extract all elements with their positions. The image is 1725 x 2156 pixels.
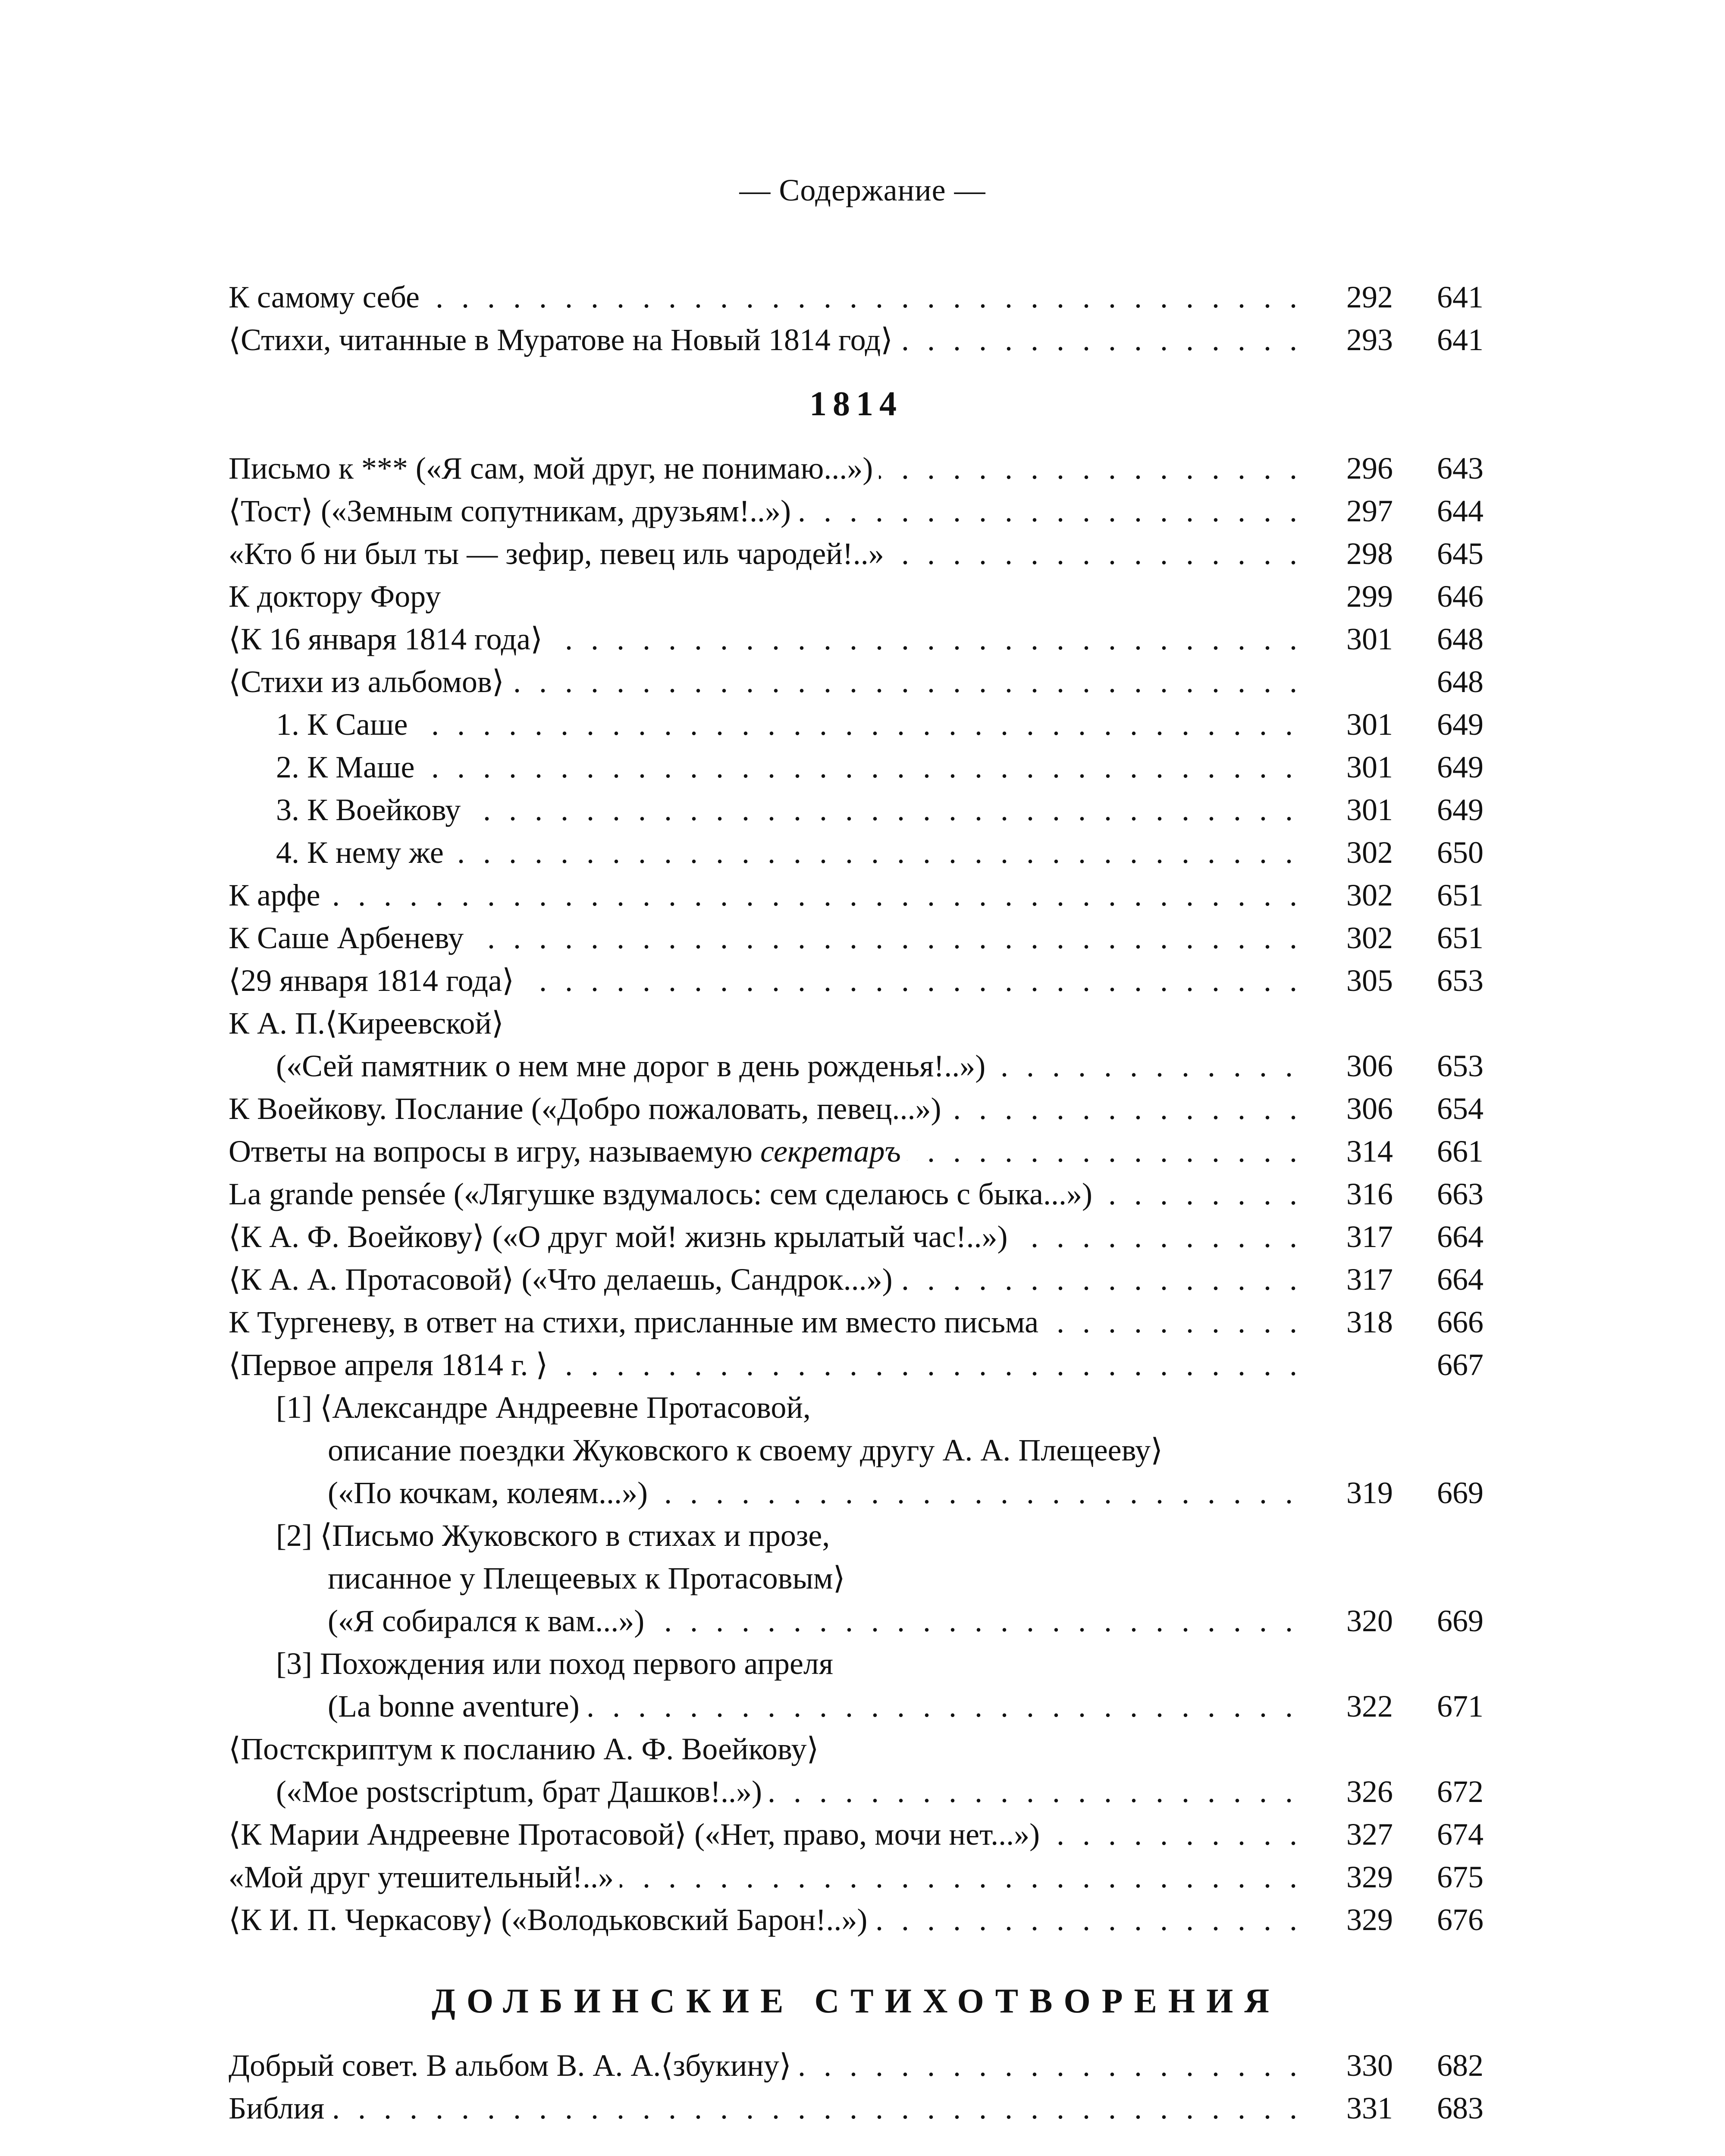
toc-entry	[229, 1045, 1484, 1087]
toc-entry	[229, 1087, 1484, 1130]
toc-entry-title: ⟨К И. П. Черкасову⟩ («Володьковский Барон!..»)	[229, 1902, 873, 1937]
toc-entry-notes-page: 661	[1437, 1134, 1484, 1169]
toc-entry-title: («Я собирался к вам...»)	[328, 1604, 650, 1638]
toc-entry-title: ⟨К Марии Андреевне Протасовой⟩ («Нет, право, мочи нет...»)	[229, 1817, 1046, 1852]
toc-entry-notes-page: 641	[1437, 280, 1484, 314]
toc-entry	[229, 1429, 1484, 1472]
toc-entry-notes-page: 672	[1437, 1774, 1484, 1809]
toc-entry-notes-page: 648	[1437, 622, 1484, 656]
toc-entry	[229, 1130, 1484, 1173]
toc-entry-notes-page: 651	[1437, 878, 1484, 912]
toc-entry	[229, 917, 1484, 959]
toc-entry	[229, 661, 1484, 703]
section-heading-dolbino: ДОЛБИНСКИЕ СТИХОТВОРЕНИЯ	[431, 1982, 1281, 2020]
toc-entry	[229, 1642, 1484, 1685]
toc-entry-text-page: 306	[1346, 1049, 1393, 1083]
toc-entry-text-page: 296	[1346, 451, 1393, 486]
toc-entry-text-page: 322	[1346, 1689, 1393, 1724]
toc-entry	[229, 618, 1484, 661]
toc-entry	[229, 319, 1484, 361]
toc-entry-notes-page: 650	[1437, 835, 1484, 870]
toc-entry-title: 3. К Воейкову	[276, 793, 467, 827]
toc-entry	[229, 703, 1484, 746]
toc-entry-notes-page: 645	[1437, 536, 1484, 571]
toc-entry	[229, 746, 1484, 789]
toc-entry-text-page: 317	[1346, 1219, 1393, 1254]
toc-entry-notes-page: 667	[1437, 1348, 1484, 1382]
toc-entry	[229, 1386, 1484, 1429]
toc-entry-notes-page: 683	[1437, 2091, 1484, 2125]
toc-entry-title: описание поездки Жуковского к своему другу А. А. Плещееву⟩	[328, 1433, 1169, 1467]
toc-entry	[229, 1514, 1484, 1557]
toc-entry-text-page: 316	[1346, 1177, 1393, 1211]
toc-entry	[229, 1216, 1484, 1258]
toc-entry-title-italic: секретаръ	[760, 1134, 901, 1169]
toc-entry-title: Библия	[229, 2091, 330, 2125]
toc-entry-title: ⟨Стихи, читанные в Муратове на Новый 1814 год⟩	[229, 323, 899, 357]
toc-entry	[229, 1899, 1484, 1941]
toc-entry-title: ⟨Постскриптум к посланию А. Ф. Воейкову⟩	[229, 1732, 825, 1766]
toc-entry	[229, 490, 1484, 533]
toc-entry-title: («По кочкам, колеям...»)	[328, 1476, 654, 1510]
toc-entry-title: ⟨К А. А. Протасовой⟩ («Что делаешь, Сандрок...»)	[229, 1262, 899, 1297]
toc-entry	[229, 1728, 1484, 1771]
toc-entry-title: «Мой друг утешительный!..»	[229, 1860, 620, 1894]
toc-entry-notes-page: 664	[1437, 1262, 1484, 1297]
toc-entry-text-page: 331	[1346, 2091, 1393, 2125]
toc-entry-text-page: 327	[1346, 1817, 1393, 1852]
toc-entry-notes-page: 649	[1437, 793, 1484, 827]
toc-entry-notes-page: 671	[1437, 1689, 1484, 1724]
toc-entry	[229, 1856, 1484, 1899]
section-gap	[229, 1941, 1484, 1959]
toc-entry-notes-page: 663	[1437, 1177, 1484, 1211]
toc-entry-title: Ответы на вопросы в игру, называемую секретаръ	[229, 1134, 907, 1169]
toc-entry-notes-page: 649	[1437, 750, 1484, 784]
toc-entry	[229, 831, 1484, 874]
toc-entry-notes-page: 669	[1437, 1604, 1484, 1638]
toc-entry-title: 2. К Маше	[276, 750, 420, 784]
toc-entry	[229, 1258, 1484, 1301]
toc-entry-text-page: 301	[1346, 707, 1393, 742]
toc-entry-title: («Мое postscriptum, брат Дашков!..»)	[276, 1774, 768, 1809]
toc-entry-text-page: 314	[1346, 1134, 1393, 1169]
toc-entry-text-page: 329	[1346, 1902, 1393, 1937]
toc-entry-title: 4. К нему же	[276, 835, 450, 870]
toc-entry-title: [3] Похождения или поход первого апреля	[276, 1646, 839, 1681]
toc-entry-title: 1. К Саше	[276, 707, 414, 742]
toc-entry-title: ⟨29 января 1814 года⟩	[229, 963, 520, 998]
toc-entry-text-page: 297	[1346, 494, 1393, 528]
toc-entry-notes-page: 649	[1437, 707, 1484, 742]
toc-entry	[229, 447, 1484, 490]
toc-entry-text-page: 293	[1346, 323, 1393, 357]
toc-entry-notes-page: 653	[1437, 1049, 1484, 1083]
toc-entry-notes-page: 651	[1437, 921, 1484, 955]
toc-entry-notes-page: 666	[1437, 1305, 1484, 1339]
toc-entry	[229, 1301, 1484, 1344]
toc-entry-notes-page: 643	[1437, 451, 1484, 486]
running-head: — Содержание —	[739, 173, 986, 207]
toc-entry-notes-page: 674	[1437, 1817, 1484, 1852]
toc-entry	[229, 1600, 1484, 1642]
toc-entry-text-page: 317	[1346, 1262, 1393, 1297]
toc-entry-notes-page: 653	[1437, 963, 1484, 998]
toc-entry	[229, 1472, 1484, 1514]
toc-entry-text-page: 301	[1346, 750, 1393, 784]
toc-entry	[229, 575, 1484, 618]
table-of-contents	[229, 276, 1484, 2130]
toc-entry-title: [2] ⟨Письмо Жуковского в стихах и прозе,	[276, 1518, 836, 1553]
toc-entry-title: La grande pensée («Лягушке вздумалось: сем сделаюсь с быка...»)	[229, 1177, 1098, 1211]
toc-entry-text-page: 326	[1346, 1774, 1393, 1809]
toc-entry	[229, 533, 1484, 575]
toc-entry-text-page: 298	[1346, 536, 1393, 571]
toc-entry-title: «Кто б ни был ты — зефир, певец иль чародей!..»	[229, 536, 890, 571]
toc-entry-title: К Воейкову. Послание («Добро пожаловать, певец...»)	[229, 1091, 947, 1126]
toc-entry-notes-page: 664	[1437, 1219, 1484, 1254]
toc-entry-title: (La bonne aventure)	[328, 1689, 586, 1724]
toc-entry-notes-page: 676	[1437, 1902, 1484, 1937]
toc-entry-title: К Тургеневу, в ответ на стихи, присланные им вместо письма	[229, 1305, 1044, 1339]
toc-entry-notes-page: 646	[1437, 579, 1484, 614]
toc-entry	[229, 874, 1484, 917]
toc-entry-title: ⟨Тост⟩ («Земным сопутникам, друзьям!..»)	[229, 494, 797, 528]
toc-entry	[229, 2087, 1484, 2130]
toc-entry-notes-page: 669	[1437, 1476, 1484, 1510]
toc-entry-title: («Сей памятник о нем мне дорог в день рожденья!..»)	[276, 1049, 991, 1083]
toc-entry	[229, 1002, 1484, 1045]
toc-entry-notes-page: 644	[1437, 494, 1484, 528]
toc-entry	[229, 276, 1484, 319]
toc-entry-text-page: 299	[1346, 579, 1393, 614]
toc-entry-text-page: 292	[1346, 280, 1393, 314]
toc-entry-text-page: 329	[1346, 1860, 1393, 1894]
toc-entry	[229, 1813, 1484, 1856]
toc-entry-title: писанное у Плещеевых к Протасовым⟩	[328, 1561, 851, 1595]
toc-entry-title: ⟨К 16 января 1814 года⟩	[229, 622, 549, 656]
toc-entry-text-page: 318	[1346, 1305, 1393, 1339]
toc-entry	[229, 789, 1484, 831]
toc-entry-title: К А. П.⟨Киреевской⟩	[229, 1006, 510, 1040]
section-heading-1814: 1814	[809, 385, 903, 423]
toc-entry-title: ⟨Стихи из альбомов⟩	[229, 664, 510, 699]
toc-entry-text-page: 302	[1346, 878, 1393, 912]
toc-entry-title: ⟨К А. Ф. Воейкову⟩ («О друг мой! жизнь крылатый час!..»)	[229, 1219, 1014, 1254]
toc-entry-title: Добрый совет. В альбом В. А. А.⟨збукину⟩	[229, 2048, 797, 2083]
toc-entry-title: ⟨Первое апреля 1814 г. ⟩	[229, 1348, 554, 1382]
toc-entry-notes-page: 641	[1437, 323, 1484, 357]
toc-entry	[229, 1173, 1484, 1216]
toc-entry-title: Письмо к *** («Я сам, мой друг, не понимаю...»)	[229, 451, 879, 486]
toc-entry	[229, 959, 1484, 1002]
toc-entry-text-page: 302	[1346, 921, 1393, 955]
toc-entry-notes-page: 654	[1437, 1091, 1484, 1126]
toc-entry-notes-page: 675	[1437, 1860, 1484, 1894]
toc-entry	[229, 1557, 1484, 1600]
toc-entry-title: К Саше Арбеневу	[229, 921, 470, 955]
toc-entry-text-page: 305	[1346, 963, 1393, 998]
toc-entry-text-page: 301	[1346, 793, 1393, 827]
toc-entry-text-page: 302	[1346, 835, 1393, 870]
toc-entry-title: [1] ⟨Александре Андреевне Протасовой,	[276, 1390, 817, 1425]
toc-entry-notes-page: 648	[1437, 664, 1484, 699]
toc-entry-title: К арфе	[229, 878, 326, 912]
toc-entry-text-page: 330	[1346, 2048, 1393, 2083]
toc-entry-text-page: 320	[1346, 1604, 1393, 1638]
toc-entry-title: К самому себе	[229, 280, 426, 314]
toc-entry-notes-page: 682	[1437, 2048, 1484, 2083]
toc-entry-text-page: 301	[1346, 622, 1393, 656]
toc-entry-text-page: 319	[1346, 1476, 1393, 1510]
toc-entry	[229, 1771, 1484, 1813]
toc-entry	[229, 1685, 1484, 1728]
toc-entry	[229, 2044, 1484, 2087]
toc-entry-text-page: 306	[1346, 1091, 1393, 1126]
toc-entry-title: К доктору Фору	[229, 579, 447, 614]
toc-entry	[229, 1344, 1484, 1386]
